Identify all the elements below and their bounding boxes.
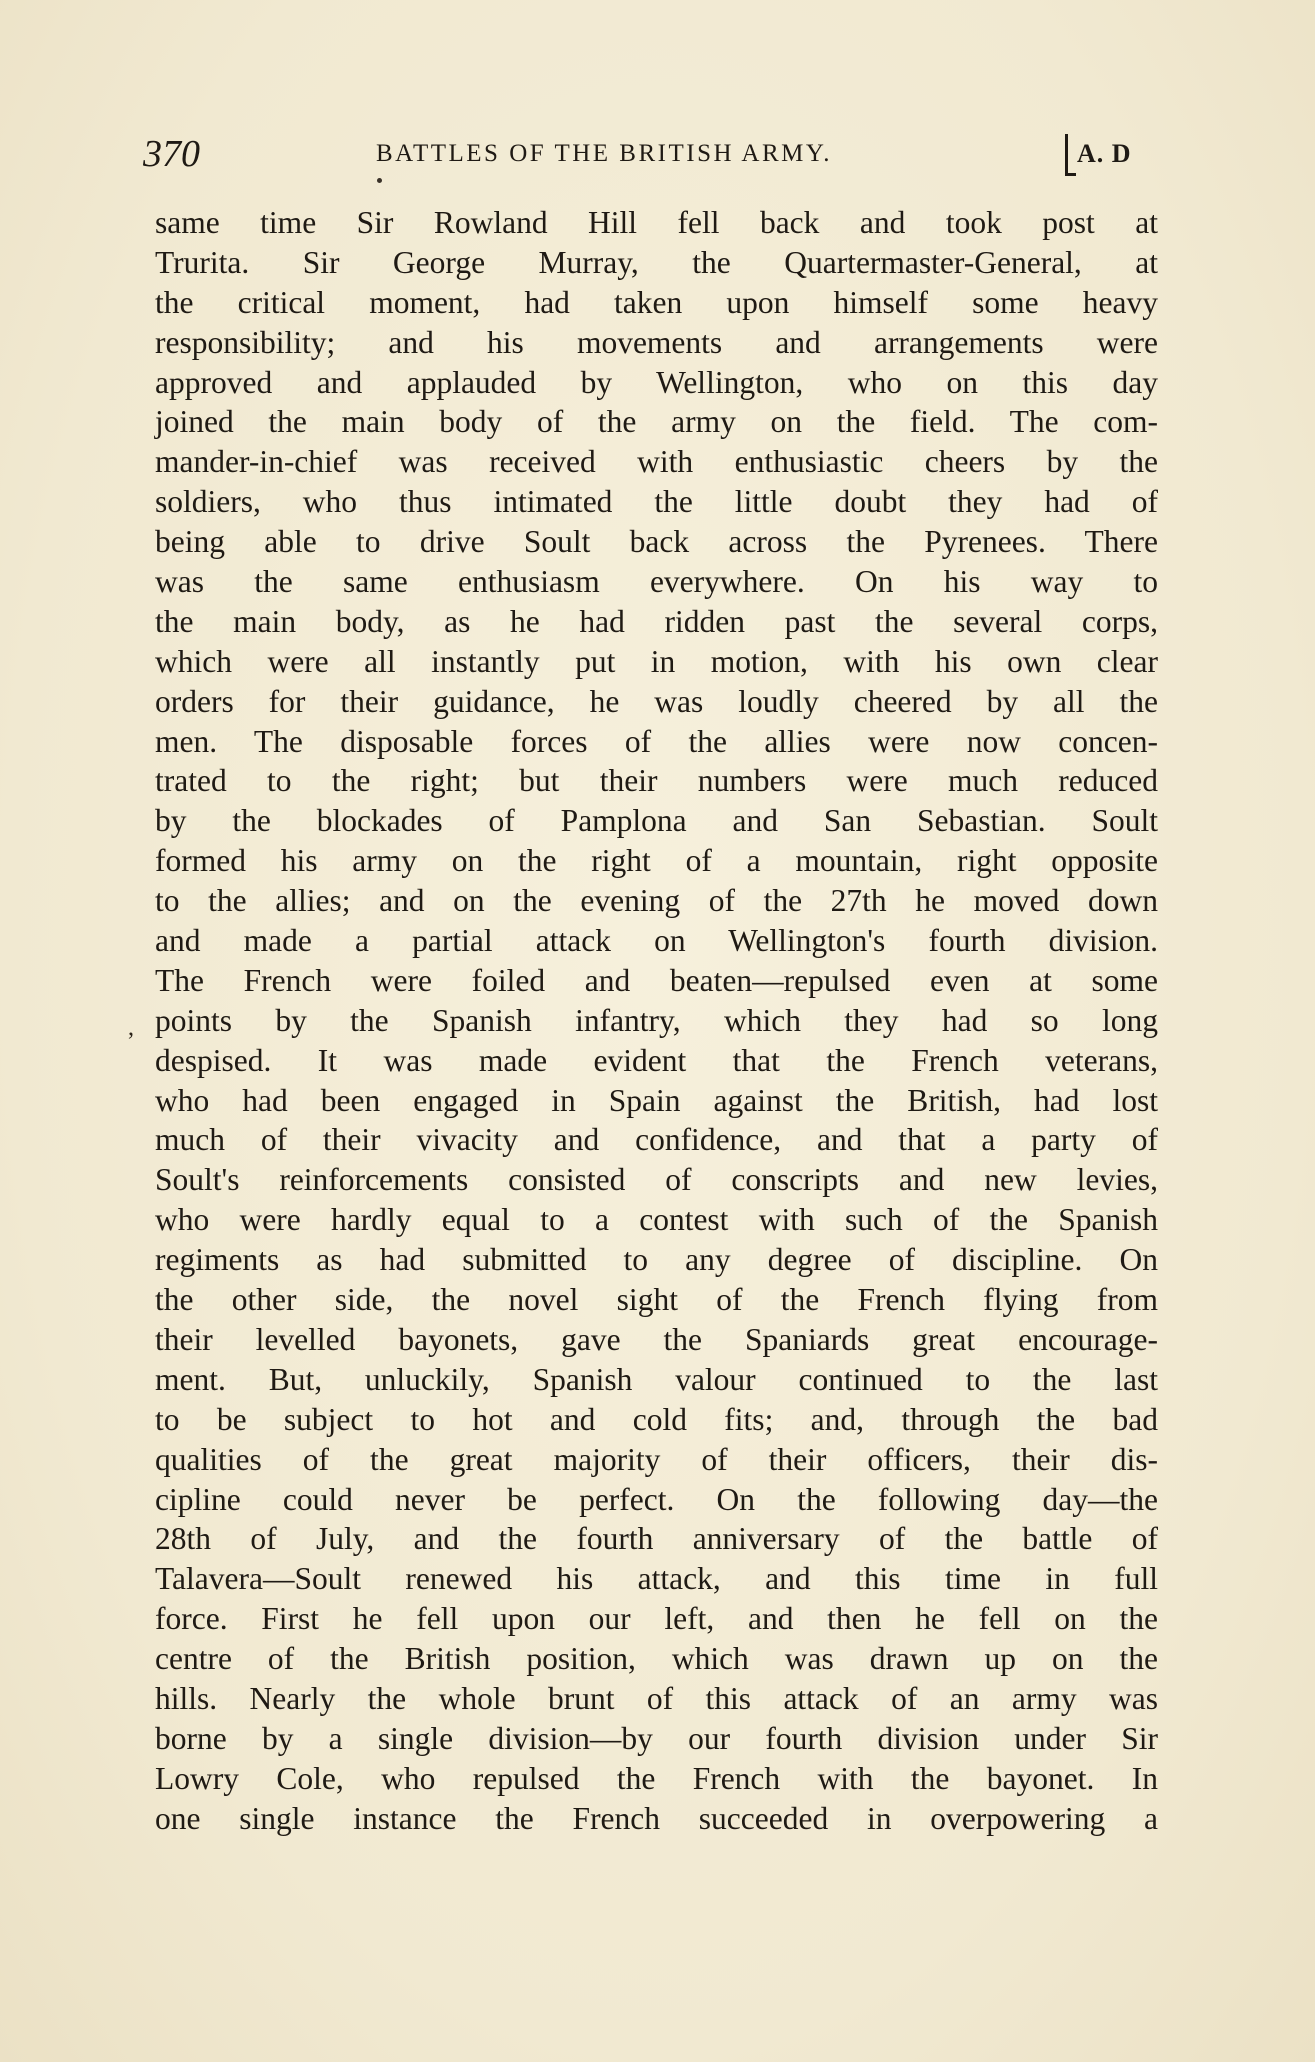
text-line: points by the Spanish infantry, which they had so long [155, 1002, 1158, 1038]
text-line: the critical moment, had taken upon himself some heavy [155, 284, 1158, 320]
page-header [143, 132, 1153, 176]
text-line: centre of the British position, which was drawn up on the [155, 1641, 1158, 1677]
text-line: by the blockades of Pamplona and San Sebastian. Soult [155, 803, 1158, 839]
section-date: A. D [1077, 139, 1132, 168]
text-line: cipline could never be perfect. On the following day—the [155, 1481, 1158, 1517]
text-line: being able to drive Soult back across the Pyrenees. There [155, 524, 1158, 560]
text-line: Lowry Cole, who repulsed the French with the bayonet. In [155, 1760, 1158, 1796]
text-line: men. The disposable forces of the allies were now concen- [155, 723, 1158, 759]
text-line: Trurita. Sir George Murray, the Quartermaster-General, at [155, 244, 1158, 280]
text-line: one single instance the French succeeded in overpowering a [155, 1800, 1158, 1836]
text-line: which were all instantly put in motion, with his own clear [155, 643, 1158, 679]
text-line: force. First he fell upon our left, and then he fell on the [155, 1601, 1158, 1637]
text-line: hills. Nearly the whole brunt of this attack of an army was [155, 1680, 1158, 1716]
header-dot-mark [377, 178, 382, 183]
section-date-bracket [1065, 134, 1068, 176]
text-line: regiments as had submitted to any degree of discipline. On [155, 1242, 1158, 1278]
margin-comma-mark: , [128, 1015, 134, 1041]
text-line: mander-in-chief was received with enthusiastic cheers by the [155, 444, 1158, 480]
text-line: who were hardly equal to a contest with such of the Spanish [155, 1202, 1158, 1238]
text-line: much of their vivacity and confidence, and that a party of [155, 1122, 1158, 1158]
text-line: Soult's reinforcements consisted of conscripts and new levies, [155, 1162, 1158, 1198]
text-line: Talavera—Soult renewed his attack, and this time in full [155, 1561, 1158, 1597]
text-line: trated to the right; but their numbers were much reduced [155, 763, 1158, 799]
text-line: The French were foiled and beaten—repulsed even at some [155, 962, 1158, 998]
text-line: despised. It was made evident that the French veterans, [155, 1042, 1158, 1078]
text-line: the other side, the novel sight of the French flying from [155, 1282, 1158, 1318]
text-line: formed his army on the right of a mountain, right opposite [155, 843, 1158, 879]
text-line: the main body, as he had ridden past the several corps, [155, 603, 1158, 639]
text-line: their levelled bayonets, gave the Spaniards great encourage- [155, 1321, 1158, 1357]
text-line: to the allies; and on the evening of the 27th he moved down [155, 883, 1158, 919]
text-line: and made a partial attack on Wellington's fourth division. [155, 923, 1158, 959]
text-line: approved and applauded by Wellington, who on this day [155, 364, 1158, 400]
page-number: 370 [143, 133, 200, 175]
text-line: joined the main body of the army on the field. The com- [155, 404, 1158, 440]
text-line: borne by a single division—by our fourth division under Sir [155, 1720, 1158, 1756]
text-line: soldiers, who thus intimated the little doubt they had of [155, 484, 1158, 520]
text-line: who had been engaged in Spain against the British, had lost [155, 1082, 1158, 1118]
text-line: same time Sir Rowland Hill fell back and took post at [155, 205, 1158, 240]
text-line: orders for their guidance, he was loudly cheered by all the [155, 683, 1158, 719]
text-line: qualities of the great majority of their officers, their dis- [155, 1441, 1158, 1477]
body-text [155, 203, 1158, 1839]
text-line: responsibility; and his movements and arrangements were [155, 324, 1158, 360]
text-line: was the same enthusiasm everywhere. On his way to [155, 564, 1158, 600]
text-line: to be subject to hot and cold fits; and, through the bad [155, 1401, 1158, 1437]
running-title: BATTLES OF THE BRITISH ARMY. [376, 140, 832, 167]
text-line: 28th of July, and the fourth anniversary of the battle of [155, 1521, 1158, 1557]
text-line: ment. But, unluckily, Spanish valour continued to the last [155, 1361, 1158, 1397]
